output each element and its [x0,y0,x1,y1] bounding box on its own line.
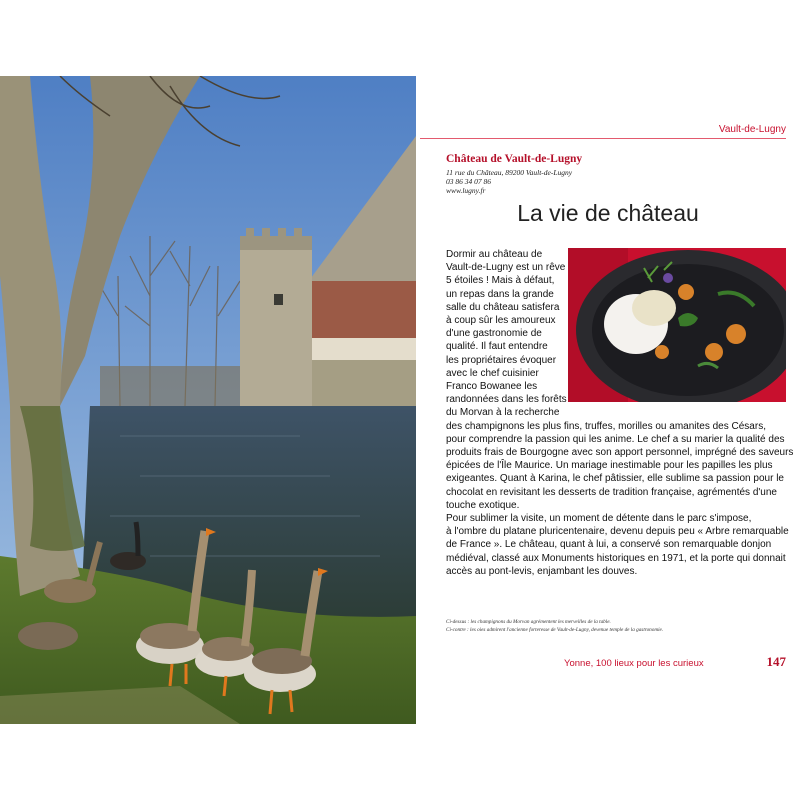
article-body [446,248,794,578]
text-line: du Morvan à la recherche [446,407,560,419]
venue-name: Château de Vault-de-Lugny [446,153,583,165]
book-title: Yonne, 100 lieux pour les curieux [564,658,704,669]
text-line: à coup sûr les amoureux [446,315,556,327]
geese-chateau-photo [0,76,416,724]
page-number: 147 [766,654,786,669]
text-line: d'une gastronomie de [446,328,542,340]
text-line: salle du château satisfera [446,301,560,313]
text-line: avec le chef cuisinier [446,367,539,379]
text-line: Franco Bowanee les [446,381,538,393]
venue-address: 11 rue du Château, 89200 Vault-de-Lugny [446,168,573,177]
text-line: de France ». Le château, quant à lui, a conservé son remarquable donjon [446,539,772,551]
venue-website: www.lugny.fr [446,186,486,195]
book-spread [0,76,800,724]
caption-opposite: Ci-contre : les oies admirent l'ancienne forteresse de Vault-de-Lugny, devenue temple de la gastronomie. [446,627,664,633]
paragraph-2 [446,512,790,578]
text-page [416,76,800,724]
paragraph-1 [446,248,794,512]
text-line: Vault-de-Lugny est un rêve [446,262,566,274]
article-title: La vie de château [517,200,699,226]
text-line: des champignons les plus fins, truffes, morilles ou amanites des Césars, [446,420,766,432]
text-line: à l'ombre du platane pluricentenaire, devenu depuis peu « Arbre remarquable [446,526,789,538]
text-line: Dormir au château de [446,249,543,260]
header-rule [420,138,786,139]
text-line: exigeantes. Quant à Karina, le chef pâtissier, elle sublime sa passion pour le [446,473,784,485]
text-line: Pour sublimer la visite, un moment de détente dans le parc s'impose, [446,513,752,525]
running-head: Vault-de-Lugny [718,124,786,135]
text-line: randonnées dans les forêts [446,394,567,406]
text-line: un repas dans la grande [446,288,554,300]
text-line: épicées de l'Île Maurice. Un mariage inestimable pour les papilles les plus [446,460,773,472]
text-line: 5 étoiles ! Mais à défaut, [446,275,555,287]
venue-phone: 03 86 34 07 86 [446,177,491,186]
text-line: pour comprendre la passion qui les anime. Le chef a su marier la qualité des [446,433,785,445]
text-line: qualité. Il faut entendre [446,341,548,353]
text-line: médiéval, classé aux Monuments historiques en 1971, et la porte qui donnait [446,552,786,564]
text-line: touche exotique. [446,499,520,511]
text-line: produits frais de Bourgogne avec son apport personnel, imprégné des saveurs [446,447,794,459]
text-line: les propriétaires évoquer [446,354,557,366]
text-line: chocolat en revisitant les desserts de tradition française, agrémentés d'une [446,486,777,498]
text-line: accès au pont-levis, enjambant les douves. [446,565,638,577]
caption-above: Ci-dessus : les champignons du Morvan agrémentent les merveilles de la table. [446,619,611,625]
